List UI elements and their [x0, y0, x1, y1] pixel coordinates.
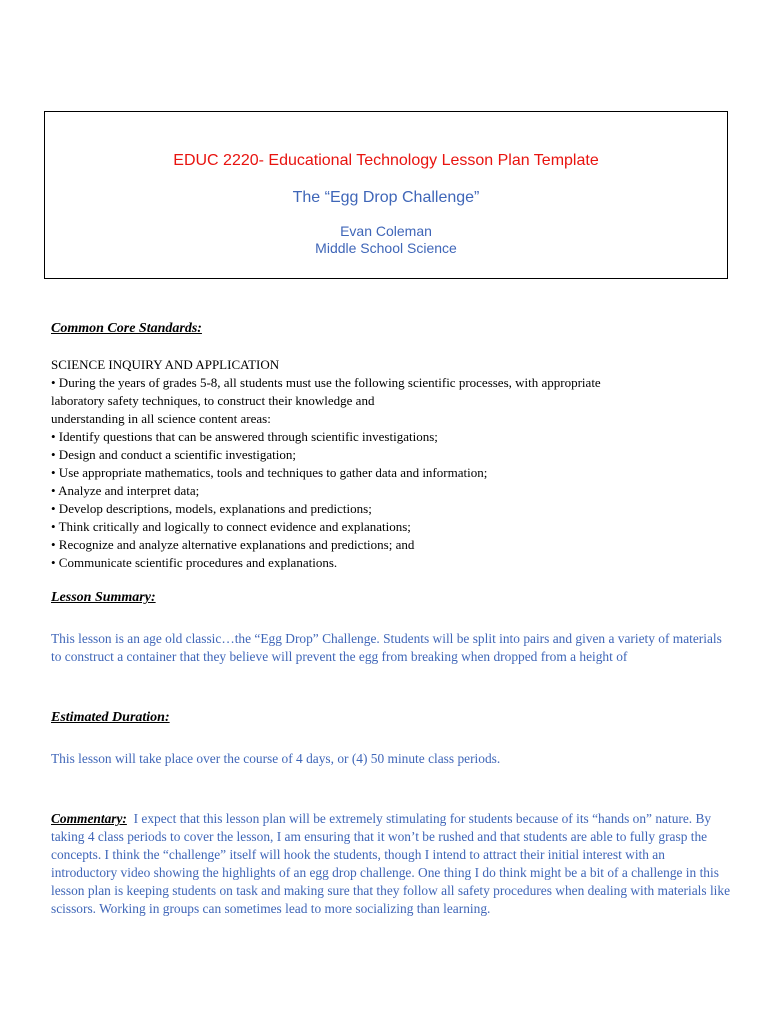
duration-text: This lesson will take place over the course of 4 days, or (4) 50 minute class periods. — [51, 751, 501, 766]
standards-bullet: • Recognize and analyze alternative explanations and predictions; and — [51, 537, 415, 552]
summary-heading: Lesson Summary: — [51, 590, 156, 605]
commentary-label: Commentary: — [51, 811, 127, 826]
title-box — [44, 111, 728, 279]
standards-bullet: • Design and conduct a scientific investigation; — [51, 447, 296, 462]
course-title: EDUC 2220- Educational Technology Lesson Plan Template — [173, 152, 599, 169]
subject-name: Middle School Science — [315, 240, 457, 256]
author-name: Evan Coleman — [340, 223, 432, 239]
summary-text: This lesson is an age old classic…the “Egg Drop” Challenge. Students will be split into pairs and given a variety of materials to construct a container that they believe will prevent the egg from breaking when dropped from a height of — [51, 631, 722, 664]
standards-line: laboratory safety techniques, to construct their knowledge and — [51, 393, 375, 408]
standards-bullet: • Use appropriate mathematics, tools and techniques to gather data and information; — [51, 465, 488, 480]
standards-line: understanding in all science content areas: — [51, 411, 271, 426]
commentary-text: I expect that this lesson plan will be extremely stimulating for students because of its “hands on” nature. By taking 4 class periods to cover the lesson, I am ensuring that it won’t be rushed and that students are able to fully grasp the concepts. I think the “challenge” itself will hook the students, though I intend to attract their initial interest with an introductory video showing the highlights of an egg drop challenge. One thing I do think might be a bit of a challenge in this lesson plan is keeping students on task and making sure that they follow all safety procedures when dealing with materials like scissors. Working in groups can sometimes lead to more socializing than learning. — [51, 811, 731, 916]
commentary-paragraph — [51, 810, 731, 918]
standards-bullet: • Analyze and interpret data; — [51, 483, 200, 498]
standards-bullet: • Communicate scientific procedures and explanations. — [51, 555, 338, 570]
duration-heading: Estimated Duration: — [51, 710, 170, 725]
standards-bullet: • Develop descriptions, models, explanations and predictions; — [51, 501, 372, 516]
lesson-title: The “Egg Drop Challenge” — [292, 189, 480, 206]
standards-line: • During the years of grades 5-8, all students must use the following scientific processes, with appropriate — [51, 375, 601, 390]
standards-heading: Common Core Standards: — [51, 321, 202, 336]
standards-bullet: • Identify questions that can be answered through scientific investigations; — [51, 429, 438, 444]
standards-bullet: • Think critically and logically to connect evidence and explanations; — [51, 519, 411, 534]
standards-section-title: SCIENCE INQUIRY AND APPLICATION — [51, 357, 280, 372]
